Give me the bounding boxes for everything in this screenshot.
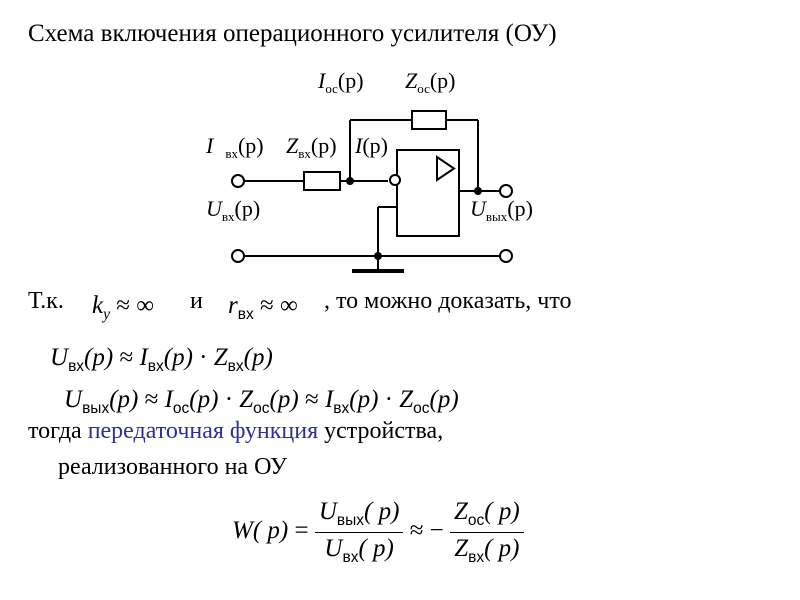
label-i-oc: $I_{ос}(p)$ bbox=[318, 68, 364, 96]
label-i: I(p) bbox=[355, 133, 388, 158]
resistor-z-vx bbox=[304, 172, 340, 190]
label-z-vx: $Z_{вх}(p)$ bbox=[286, 133, 337, 161]
condition-k-infinity: $k_y$ ≈ ∞ bbox=[92, 292, 155, 323]
label-i-vx: I $_{вх}$(p) bbox=[206, 133, 264, 161]
condition-r-infinity: $r_{вх}$ ≈ ∞ bbox=[228, 292, 298, 323]
fraction-voltage-ratio: $\frac{U_{вых}( p)}{U_{вх}( p)}$ bbox=[315, 498, 404, 567]
opamp-triangle-icon bbox=[437, 157, 454, 180]
label-u-vyx: $U_{вых}(p)$ bbox=[470, 196, 533, 224]
condition-and: и bbox=[190, 288, 203, 314]
conclusion-line-1: тогда передаточная функция устройства, bbox=[28, 418, 444, 444]
equation-input-voltage: $U_{вх}(p) \approx I_{вх}(p) \cdot Z_{вх}(p)$ bbox=[50, 344, 273, 375]
equation-output-voltage: $U_{вых}(p) \approx I_{ос}(p) \cdot Z_{ос}(p) \approx I_{вх}(p) \cdot Z_{ос}(p)$ bbox=[64, 386, 459, 417]
label-u-vx: $U_{вх}(p)$ bbox=[206, 196, 261, 224]
resistor-z-oc bbox=[412, 111, 446, 129]
condition-prefix: Т.к. bbox=[28, 288, 64, 314]
opamp-body bbox=[397, 150, 459, 236]
conclusion-line-2: реализованного на ОУ bbox=[58, 454, 288, 480]
transfer-function-formula: W( p) = $\frac{U_{вых}( p)}{U_{вх}( p)}$ ≈ − $\frac{Z_{ос}( p)}{Z_{вх}( p)}$ bbox=[232, 498, 524, 567]
output-node bbox=[475, 188, 481, 194]
condition-suffix: , то можно доказать, что bbox=[324, 288, 572, 314]
input-terminal bbox=[232, 175, 244, 187]
transfer-function-link[interactable]: передаточная функция bbox=[87, 418, 319, 444]
fraction-impedance-ratio: $\frac{Z_{ос}( p)}{Z_{вх}( p)}$ bbox=[450, 498, 524, 567]
rail-right-terminal bbox=[500, 250, 512, 262]
slide-title: Схема включения операционного усилителя (ОУ) bbox=[28, 20, 557, 47]
rail-node bbox=[375, 253, 381, 259]
rail-left-terminal bbox=[232, 250, 244, 262]
inverting-input bbox=[390, 175, 400, 185]
label-z-oc: $Z_{ос}(p)$ bbox=[405, 68, 456, 96]
